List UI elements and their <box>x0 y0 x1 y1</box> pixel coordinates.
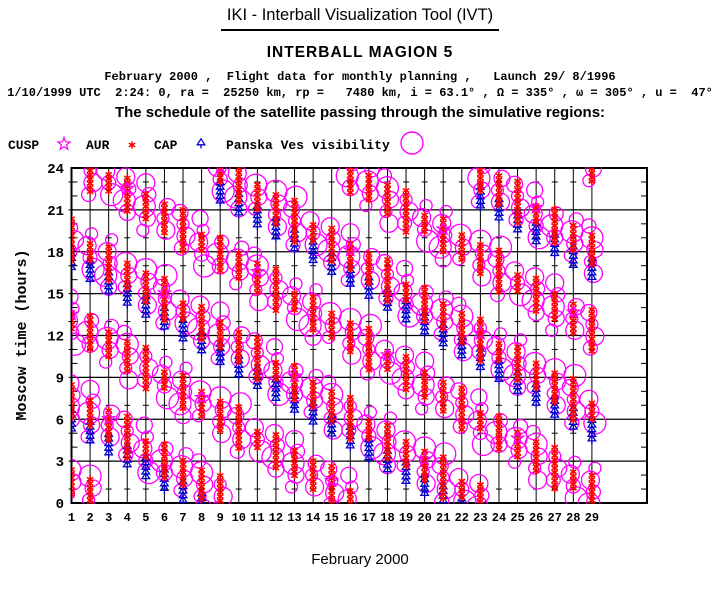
svg-text:0: 0 <box>55 497 64 513</box>
svg-text:8: 8 <box>197 511 206 525</box>
legend-label-cap: CAP <box>154 138 178 153</box>
svg-text:23: 23 <box>473 511 488 525</box>
svg-text:15: 15 <box>47 287 64 304</box>
svg-text:4: 4 <box>123 511 131 525</box>
legend <box>0 133 720 163</box>
svg-text:22: 22 <box>454 511 470 525</box>
svg-text:26: 26 <box>528 511 544 525</box>
legend-label-visibility: Panska Ves visibility <box>226 138 390 153</box>
svg-text:1: 1 <box>67 511 76 525</box>
aur-asterisk-icon <box>126 139 138 151</box>
svg-text:3: 3 <box>55 455 64 472</box>
svg-text:28: 28 <box>566 511 581 525</box>
svg-text:24: 24 <box>491 511 507 525</box>
cusp-star-icon <box>55 135 73 153</box>
svg-text:18: 18 <box>380 511 395 525</box>
svg-text:15: 15 <box>324 511 339 525</box>
schedule-caption: The schedule of the satellite passing through the simulative regions: <box>114 104 606 121</box>
svg-text:7: 7 <box>179 511 187 525</box>
svg-text:14: 14 <box>305 511 321 525</box>
svg-text:24: 24 <box>47 162 64 178</box>
svg-text:3: 3 <box>105 511 113 525</box>
satellite-title: INTERBALL MAGION 5 <box>266 44 454 61</box>
svg-text:13: 13 <box>287 511 302 525</box>
svg-text:2: 2 <box>86 511 94 525</box>
svg-text:20: 20 <box>417 511 432 525</box>
svg-text:5: 5 <box>142 511 150 525</box>
svg-text:10: 10 <box>231 511 246 525</box>
svg-text:27: 27 <box>547 511 562 525</box>
svg-text:Moscow time (hours): Moscow time (hours) <box>14 249 31 421</box>
legend-label-aur: AUR <box>86 138 110 153</box>
svg-text:21: 21 <box>47 203 64 220</box>
svg-text:12: 12 <box>47 329 64 346</box>
svg-text:29: 29 <box>584 511 600 525</box>
svg-text:18: 18 <box>47 245 64 262</box>
flight-data-line: February 2000 , Flight data for monthly planning , Launch 29/ 8/1996 <box>104 70 616 84</box>
orbit-elements-line: 1/10/1999 UTC 2:24: 0, ra = 25250 km, rp = 7480 km, i = 63.1° , Ω = 335° , ω = 305° , u = 47° <box>7 86 713 100</box>
svg-text:19: 19 <box>398 511 414 525</box>
page-title <box>0 6 720 31</box>
svg-text:21: 21 <box>436 511 451 525</box>
svg-text:11: 11 <box>250 511 265 525</box>
svg-text:6: 6 <box>160 511 169 525</box>
svg-text:17: 17 <box>361 511 377 525</box>
svg-text:16: 16 <box>343 511 358 525</box>
svg-text:6: 6 <box>55 413 64 430</box>
page-title-text: IKI - Interball Visualization Tool (IVT) <box>221 6 499 31</box>
svg-text:9: 9 <box>216 511 224 525</box>
svg-text:25: 25 <box>510 511 525 525</box>
legend-label-cusp: CUSP <box>8 138 40 153</box>
visibility-circle-icon <box>398 129 426 157</box>
svg-text:12: 12 <box>268 511 284 525</box>
month-caption: February 2000 <box>311 551 409 568</box>
cap-triangle-icon <box>194 136 208 152</box>
svg-text:9: 9 <box>55 371 64 388</box>
